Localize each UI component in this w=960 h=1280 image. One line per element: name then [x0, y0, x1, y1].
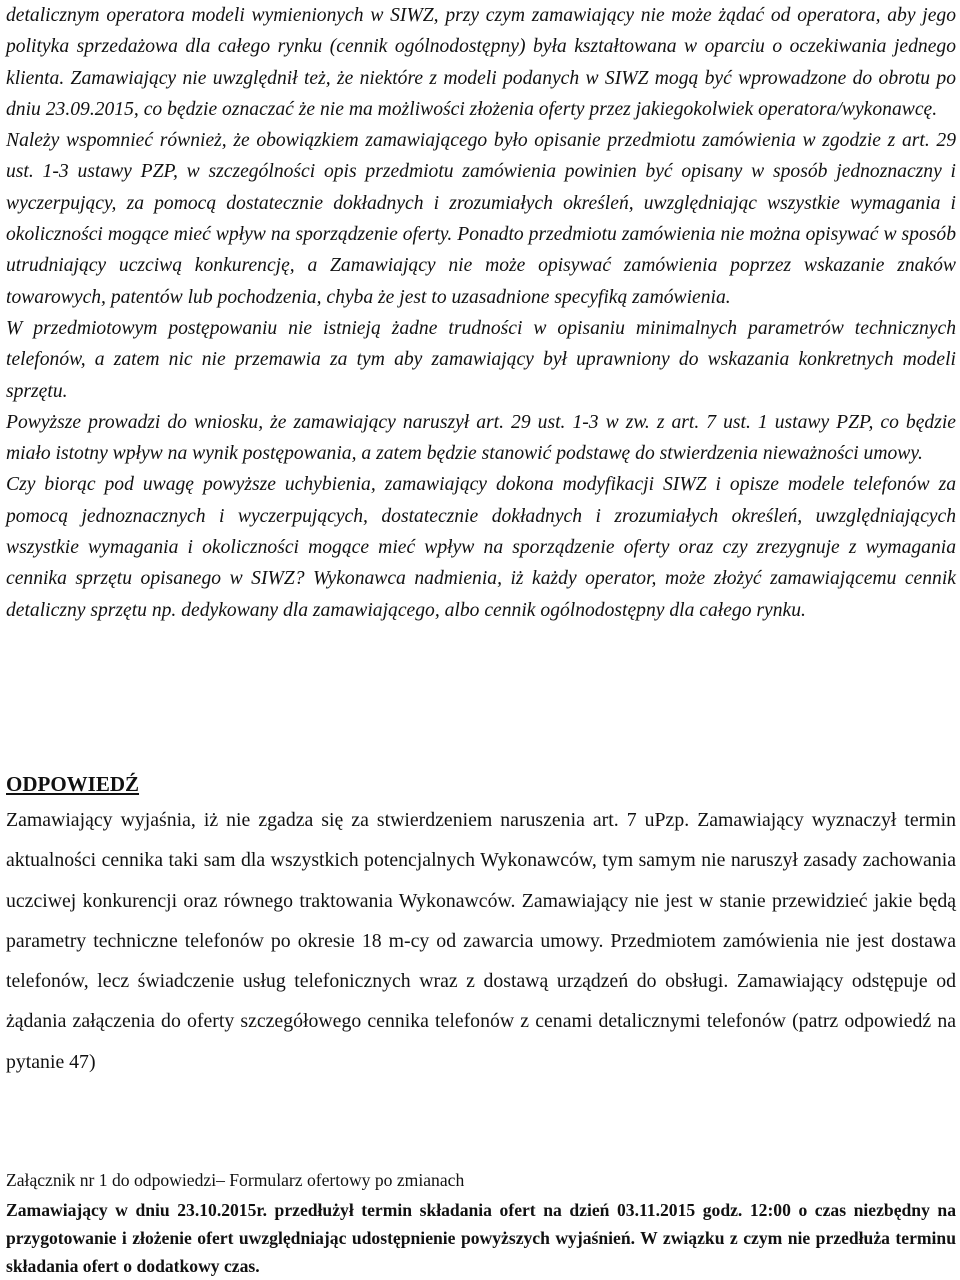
question-paragraph-3: W przedmiotowym postępowaniu nie istnieją żadne trudności w opisaniu minimalnych parametrów technicznych telefonów, a zatem nic nie przemawia za tym aby zamawiający był uprawniony do wskazania konkretnych modeli sprzętu.	[6, 317, 956, 402]
answer-heading: ODPOWIEDŹ	[6, 772, 140, 796]
question-paragraph-2: Należy wspomnieć również, że obowiązkiem zamawiającego było opisanie przedmiotu zamówienia w zgodzie z art. 29 ust. 1-3 ustawy PZP, w szczególności opis przedmiotu zamówienia powinien być opisany w sposób jednoznaczny i wyczerpujący, za pomocą dostatecznie dokładnych i zrozumiałych określeń, uwzględniając wszystkie wymagania i okoliczności mogące mieć wpływ na sporządzenie oferty. Ponadto przedmiotu zamówienia nie można opisywać w sposób utrudniający uczciwą konkurencję, a Zamawiający nie może opisywać zamówienia poprzez wskazanie znaków towarowych, patentów lub pochodzenia, chyba że jest to uzasadnione specyfiką zamówienia.	[6, 130, 956, 308]
deadline-notice: Zamawiający w dniu 23.10.2015r. przedłużył termin składania ofert na dzień 03.11.2015 godz. 12:00 o czas niezbędny na przygotowanie i złożenie ofert uwzględniając udostępnienie powyższych wyjaśnień. W związku z czym nie przedłuża terminu składania ofert o dodatkowy czas.	[6, 1200, 956, 1276]
document-page	[6, 0, 956, 1276]
question-paragraph-5: Czy biorąc pod uwagę powyższe uchybienia, zamawiający dokona modyfikacji SIWZ i opisze modele telefonów za pomocą jednoznacznych i wyczerpujących, dostatecznie dokładnych i zrozumiałych określeń, uwzględniających wszystkie wymagania i okoliczności mogące mieć wpływ na sporządzenie oferty oraz czy zrezygnuje z wymagania cennika sprzętu opisanego w SIWZ? Wykonawca nadmienia, iż każdy operator, może złożyć zamawiającemu cennik detaliczny sprzętu np. dedykowany dla zamawiającego, albo cennik ogólnodostępny dla całego rynku.	[6, 474, 956, 621]
question-block	[6, 0, 956, 626]
answer-text: Zamawiający wyjaśnia, iż nie zgadza się za stwierdzeniem naruszenia art. 7 uPzp. Zamawiający wyznaczył termin aktualności cennika taki sam dla wszystkich potencjalnych Wykonawców, tym samym nie naruszył zasady zachowania uczciwej konkurencji oraz równego traktowania Wykonawców. Zamawiający nie jest w stanie przewidzieć jakie będą parametry techniczne telefonów po okresie 18 m-cy od zawarcia umowy. Przedmiotem zamówienia nie jest dostawa telefonów, lecz świadczenie usług telefonicznych wraz z dostawą urządzeń do obsługi. Zamawiający odstępuje od żądania załączenia do oferty szczegółowego cennika telefonów z cenami detalicznymi telefonów (patrz odpowiedź na pytanie 47)	[6, 809, 956, 1073]
attachment-note: Załącznik nr 1 do odpowiedzi– Formularz ofertowy po zmianach	[6, 1170, 465, 1190]
question-paragraph-4: Powyższe prowadzi do wniosku, że zamawiający naruszył art. 29 ust. 1-3 w zw. z art. 7 ust. 1 ustawy PZP, co będzie miało istotny wpływ na wynik postępowania, a zatem będzie stanowić podstawę do stwierdzenia nieważności umowy.	[6, 411, 956, 465]
question-paragraph-1: detalicznym operatora modeli wymienionych w SIWZ, przy czym zamawiający nie może żądać od operatora, aby jego polityka sprzedażowa dla całego rynku (cennik ogólnodostępny) była kształtowana w oparciu o oczekiwania jednego klienta. Zamawiający nie uwzględnił też, że niektóre z modeli podanych w SIWZ mogą być wprowadzone do obrotu po dniu 23.09.2015, co będzie oznaczać że nie ma możliwości złożenia oferty przez jakiegokolwiek operatora/wykonawcę.	[6, 5, 956, 120]
